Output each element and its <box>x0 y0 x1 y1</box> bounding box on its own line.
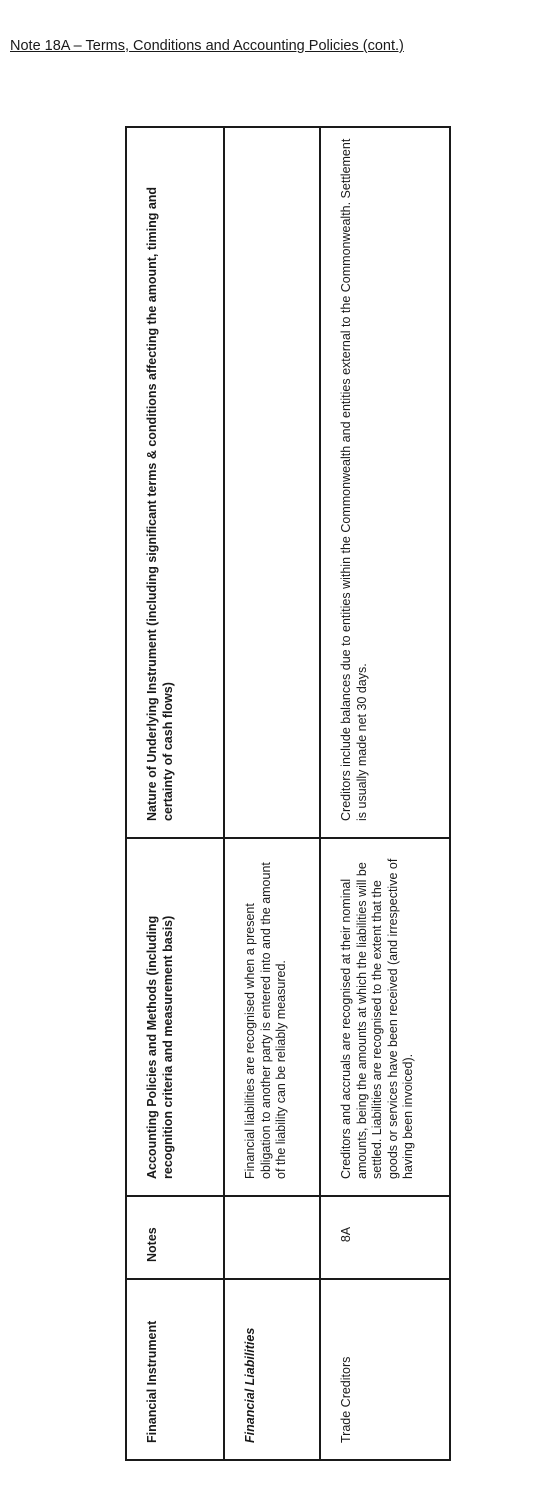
table-row <box>224 127 320 1460</box>
policies-text: Creditors and accruals are recognised at their nominal amounts, being the amounts at which the liabilities will be settled. Liabilities are recognised to the extent that the goods or services have been received (and irrespective of having been invoiced). <box>339 858 415 1179</box>
header-label: Notes <box>145 1227 159 1262</box>
instrument-cell <box>320 1279 450 1460</box>
notes-cell <box>224 1196 320 1279</box>
notes-ref: 8A <box>339 1226 353 1243</box>
instrument-cell <box>224 1279 320 1460</box>
header-nature-of-instrument <box>126 127 224 838</box>
nature-cell <box>224 127 320 838</box>
notes-ref <box>225 1197 251 1278</box>
rotated-table-frame <box>125 128 447 1461</box>
header-financial-instrument <box>126 1279 224 1460</box>
nature-cell <box>320 127 450 838</box>
header-label: Nature of Underlying Instrument (including significant terms & conditions affecting the amount, timing and certainty of cash flows) <box>145 186 175 821</box>
header-label: Accounting Policies and Methods (including recognition criteria and measurement basis) <box>145 915 175 1179</box>
terms-table-container <box>125 128 447 1461</box>
terms-conditions-table <box>125 126 451 1461</box>
table-row <box>320 127 450 1460</box>
page-title: Note 18A – Terms, Conditions and Accounting Policies (cont.) <box>10 38 404 54</box>
table-header-row <box>126 127 224 1460</box>
nature-text: Creditors include balances due to entities within the Commonwealth and entities external to the Commonwealth. Settlement is usually made net 30 days. <box>339 138 369 821</box>
instrument-name: Trade Creditors <box>339 1356 353 1443</box>
instrument-name: Financial Liabilities <box>243 1327 257 1443</box>
nature-text <box>225 128 251 837</box>
header-notes <box>126 1196 224 1279</box>
notes-cell <box>320 1196 450 1279</box>
header-label: Financial Instrument <box>145 1320 159 1443</box>
policies-text: Financial liabilities are recognised when a present obligation to another party is entered into and the amount of the liability can be reliably measured. <box>243 862 288 1179</box>
policies-cell <box>224 838 320 1196</box>
policies-cell <box>320 838 450 1196</box>
header-accounting-policies <box>126 838 224 1196</box>
